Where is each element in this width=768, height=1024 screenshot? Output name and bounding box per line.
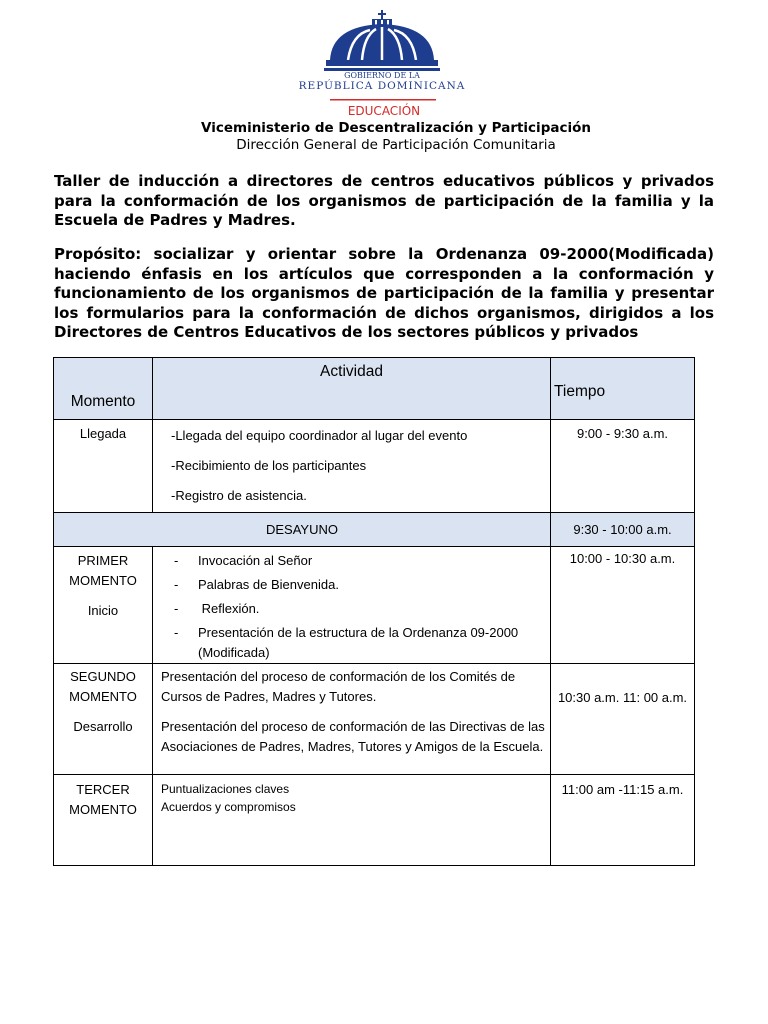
header-moment [54,358,153,420]
purpose-paragraph: Propósito: socializar y orientar sobre la Ordenanza 09-2000(Modificada) haciendo énfasis en los artículos que corresponden a la conformación y funcionamiento de los organismos de participación de la familia y presentar los formularios para la conformación de dichos organismos, dirigidos a los Directores de Centros Educativos de los sectores públicos y privados [54,245,714,341]
activity-item: Presentación del proceso de conformación de los Comités de Cursos de Padres, Madres y Tutores. [161,669,516,704]
moment-llegada: Llegada [79,426,127,441]
activity-cell [153,547,551,664]
breakfast-label: DESAYUNO [266,522,338,537]
moment-line: MOMENTO [69,802,137,817]
activity-item: Reflexión. [198,601,260,616]
time-value: 10:00 - 10:30 a.m. [569,551,676,566]
header-time-label: Tiempo [554,382,606,400]
header-moment-label: Momento [70,393,136,410]
moment-line: TERCER [76,782,130,797]
header-time [551,358,695,420]
vice-ministry-heading: Viceministerio de Descentralización y Participación [201,120,591,136]
activity-list [153,551,550,663]
activity-item: Presentación de la estructura de la Ordenanza 09-2000 (Modificada) [198,625,519,660]
moment-subtitle: Inicio [87,603,119,618]
government-seal-logo [268,8,500,104]
workshop-title: Taller de inducción a directores de centros educativos públicos y privados para la conformación de los organismos de participación de la familia y la Escuela de Padres y Madres. [54,172,714,229]
time-cell [551,664,695,775]
table-row [54,420,695,513]
moment-cell [54,420,153,513]
table-header-row [54,358,695,420]
list-item: - Palabras de Bienvenida. [174,577,339,592]
activity-item: Acuerdos y compromisos [161,800,296,814]
moment-line: MOMENTO [69,689,137,704]
activity-cell [153,420,551,513]
moment-line: PRIMER [77,553,129,568]
activity-item: Presentación del proceso de conformación de las Directivas de las Asociaciones de Padres, Madres, Tutores y Amigos de la Escuela. [161,719,545,754]
table-row [54,547,695,664]
breakfast-cell [54,513,551,547]
time-cell [551,420,695,513]
table-row [54,513,695,547]
time-value: 9:00 - 9:30 a.m. [576,426,669,441]
table-row [54,664,695,775]
activity-item: -Registro de asistencia. [171,488,307,503]
table-row [54,775,695,866]
activity-item: -Recibimiento de los participantes [171,458,367,473]
moment-line: SEGUNDO [70,669,136,684]
activity-cell [153,775,551,866]
moment-subtitle: Desarrollo [73,719,133,734]
ministry-label: EDUCACIÓN [347,104,421,118]
moment-cell [54,775,153,866]
activity-item: Invocación al Señor [198,553,313,568]
list-item: - Invocación al Señor [174,553,313,568]
directorate-heading: Dirección General de Participación Comunitaria [236,137,556,153]
time-cell [551,513,695,547]
time-value: 11:00 am -11:15 a.m. [561,782,684,797]
time-cell [551,547,695,664]
activity-cell [153,664,551,775]
time-cell [551,775,695,866]
time-value: 9:30 - 10:00 a.m. [573,522,672,537]
moment-line: MOMENTO [69,573,137,588]
seal-text-bottom: REPÚBLICA DOMINICANA [298,80,466,92]
seal-text-top: GOBIERNO DE LA [344,71,420,80]
agenda-table [53,357,695,866]
header-activity [153,358,551,420]
activity-item: Palabras de Bienvenida. [198,577,339,592]
list-item: - Presentación de la estructura de la Ordenanza 09-2000 (Modificada) [174,625,519,660]
moment-cell [54,664,153,775]
moment-cell [54,547,153,664]
header-activity-label: Actividad [320,363,383,380]
time-value: 10:30 a.m. 11: 00 a.m. [557,690,688,705]
activity-item: Puntualizaciones claves [161,782,290,796]
activity-item: -Llegada del equipo coordinador al lugar del evento [171,428,468,443]
list-item: - Reflexión. [174,601,260,616]
